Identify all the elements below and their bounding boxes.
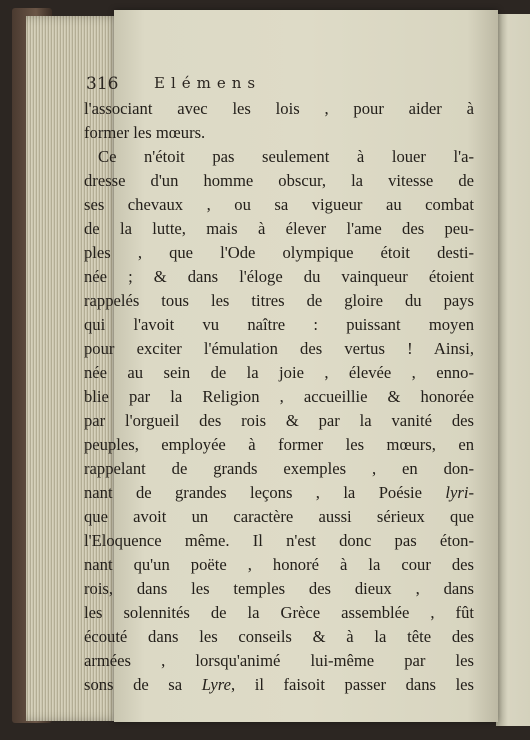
text-line: ples , que l'Ode olympique étoit desti- — [84, 243, 474, 262]
text-line: rappelés tous les titres de gloire du pays — [84, 291, 474, 310]
text-line: les solennités de la Grèce assemblée , fût — [84, 603, 474, 622]
text-line: que avoit un caractère aussi sérieux que — [84, 507, 474, 526]
running-head: Elémens — [154, 74, 262, 92]
text-line: dresse d'un homme obscur, la vitesse de — [84, 171, 474, 190]
italic-word: lyri- — [445, 483, 474, 502]
text-segment: , il faisoit passer dans les — [231, 675, 474, 694]
text-line: rois, dans les temples des dieux , dans — [84, 579, 474, 598]
text-line: née ; & dans l'éloge du vainqueur étoient — [84, 267, 474, 286]
text-line: par l'orgueil des rois & par la vanité des — [84, 411, 474, 430]
text-line: nant qu'un poëte , honoré à la cour des — [84, 555, 474, 574]
text-line: rappelant de grands exemples , en don- — [84, 459, 474, 478]
text-line: former les mœurs. — [84, 123, 206, 142]
text-line: armées , lorsqu'animé lui-même par les — [84, 651, 474, 670]
page-header — [86, 74, 386, 96]
text-segment: sons de sa — [84, 675, 183, 694]
text-line: Ce n'étoit pas seulement à louer l'a- — [98, 147, 474, 166]
text-line: blie par la Religion , accueillie & honorée — [84, 387, 474, 406]
facing-page-edge — [496, 14, 530, 726]
text-line: peuples, employée à former les mœurs, en — [84, 435, 474, 454]
text-line — [84, 673, 474, 697]
text-line: de la lutte, mais à élever l'ame des peu- — [84, 219, 474, 238]
text-line: l'Eloquence même. Il n'est donc pas éton- — [84, 531, 474, 550]
text-line: née au sein de la joie , élevée , enno- — [84, 363, 474, 382]
text-line: qui l'avoit vu naître : puissant moyen — [84, 315, 474, 334]
text-line: écouté dans les conseils & à la tête des — [84, 627, 474, 646]
page-number: 316 — [86, 74, 119, 94]
text-line: l'associant avec les lois , pour aider à — [84, 99, 474, 118]
text-line — [84, 481, 474, 505]
text-line: ses chevaux , ou sa vigueur au combat — [84, 195, 474, 214]
text-line: pour exciter l'émulation des vertus ! Ainsi, — [84, 339, 474, 358]
italic-word: Lyre — [201, 675, 232, 694]
body-text — [84, 97, 474, 697]
text-segment: nant de grandes leçons , la Poésie — [84, 483, 423, 502]
